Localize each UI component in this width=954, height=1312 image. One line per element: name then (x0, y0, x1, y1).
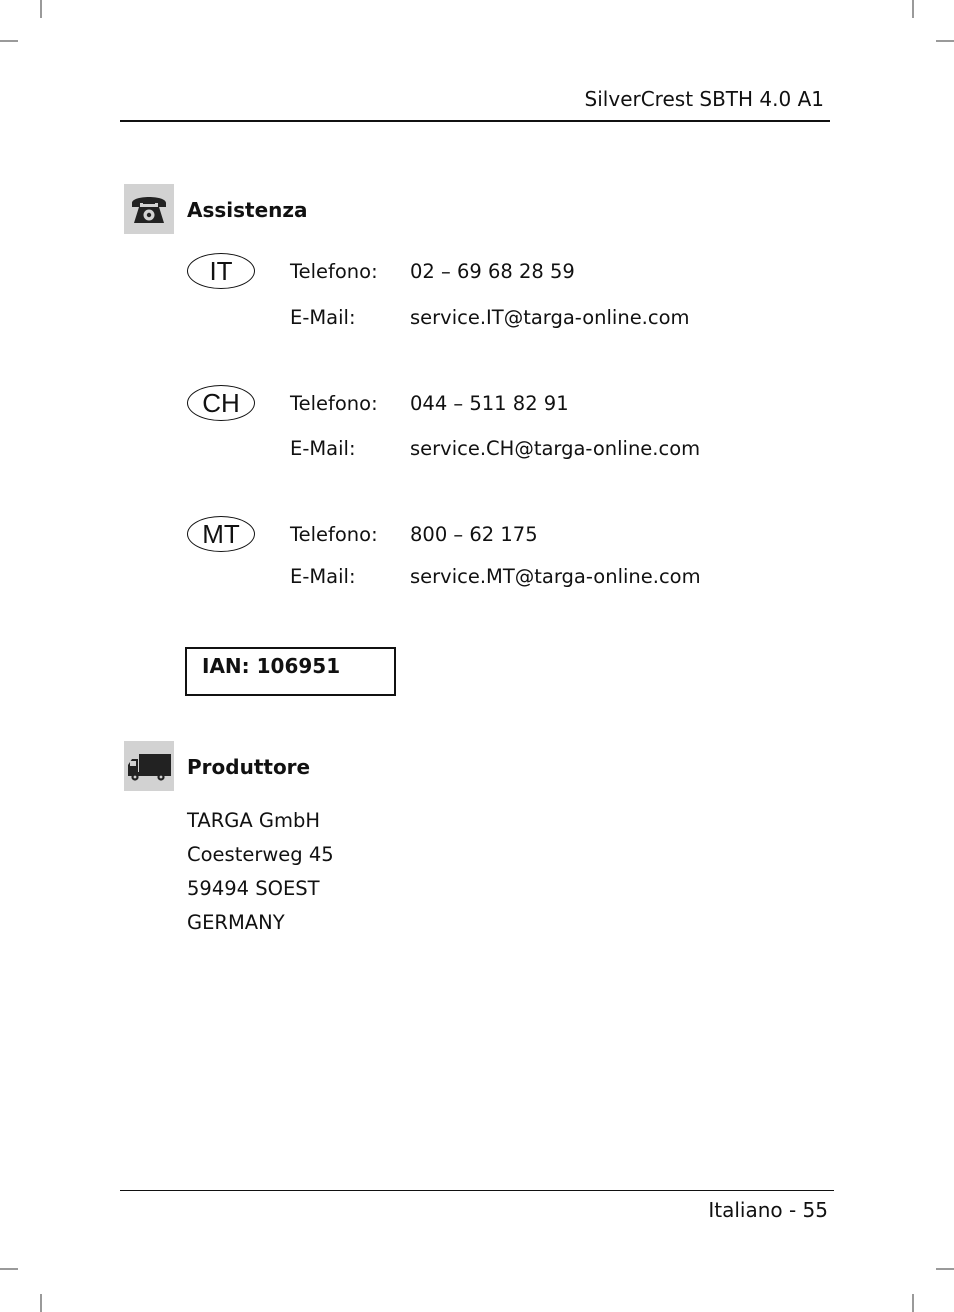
country-badge-ch: CH (187, 385, 255, 421)
phone-number-ch: 044 – 511 82 91 (410, 392, 569, 415)
crop-mark (0, 1268, 18, 1270)
crop-mark (936, 1268, 954, 1270)
crop-mark (0, 40, 18, 42)
crop-mark (912, 0, 914, 18)
country-badge-mt: MT (187, 516, 255, 552)
phone-number-mt: 800 – 62 175 (410, 523, 538, 546)
service-section-title: Assistenza (187, 198, 308, 222)
phone-number-it: 02 – 69 68 28 59 (410, 260, 575, 283)
email-address-it[interactable]: service.IT@targa-online.com (410, 306, 690, 329)
address-line: GERMANY (187, 911, 285, 934)
ian-box (185, 647, 396, 696)
crop-mark (40, 0, 42, 18)
country-badge-it: IT (187, 253, 255, 289)
email-address-mt[interactable]: service.MT@targa-online.com (410, 565, 701, 588)
crop-mark (40, 1294, 42, 1312)
crop-mark (912, 1294, 914, 1312)
ian-number: IAN: 106951 (202, 654, 341, 678)
telephone-icon (124, 184, 174, 234)
header-rule (120, 120, 830, 122)
footer-rule (120, 1190, 834, 1191)
truck-icon (124, 741, 174, 791)
email-address-ch[interactable]: service.CH@targa-online.com (410, 437, 701, 460)
email-label: E-Mail: (290, 565, 356, 588)
address-line: Coesterweg 45 (187, 843, 334, 866)
email-label: E-Mail: (290, 437, 356, 460)
phone-label: Telefono: (290, 260, 378, 283)
manufacturer-section-title: Produttore (187, 755, 311, 779)
address-line: TARGA GmbH (187, 809, 321, 832)
page-number: Italiano - 55 (708, 1198, 828, 1222)
crop-mark (936, 40, 954, 42)
phone-label: Telefono: (290, 523, 378, 546)
email-label: E-Mail: (290, 306, 356, 329)
address-line: 59494 SOEST (187, 877, 320, 900)
phone-label: Telefono: (290, 392, 378, 415)
header-title: SilverCrest SBTH 4.0 A1 (584, 87, 824, 111)
